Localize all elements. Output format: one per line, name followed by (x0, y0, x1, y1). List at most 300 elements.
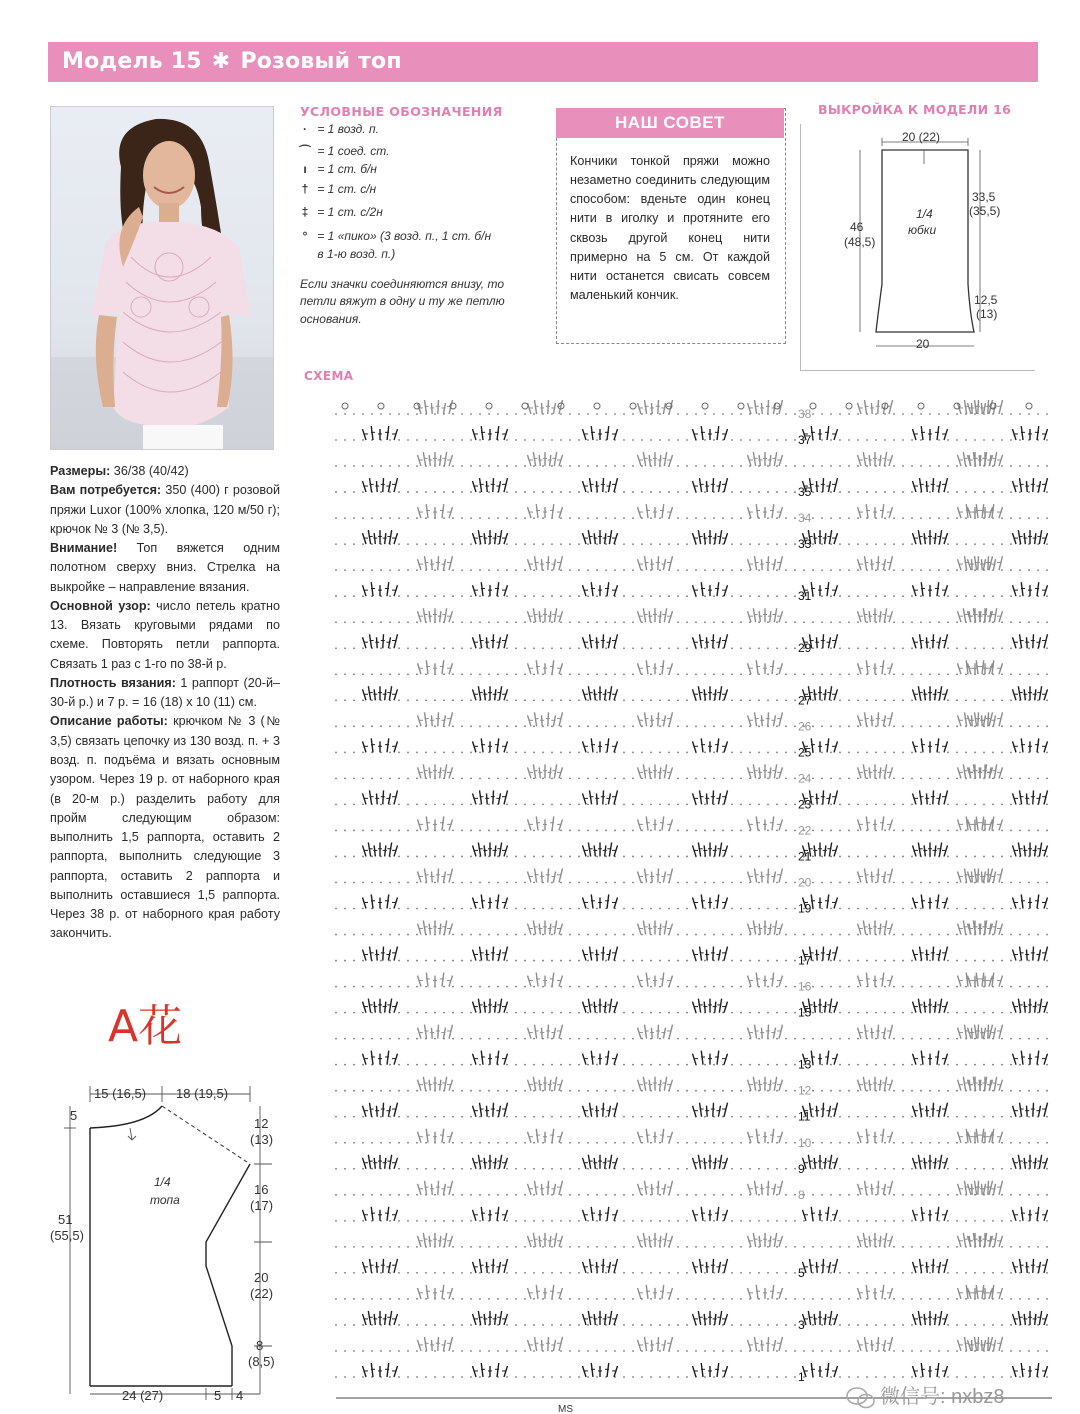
single-crochet-icon: ı (303, 162, 307, 176)
stitch-mark (542, 715, 543, 726)
stitch-mark (828, 1106, 830, 1117)
chain-dot (992, 1324, 994, 1326)
stitch-mark (872, 871, 873, 882)
chain-dot (470, 751, 472, 753)
chain-dot (569, 647, 571, 649)
chain-dot (686, 960, 688, 962)
chain-dot (569, 882, 571, 884)
chain-dot (812, 647, 814, 649)
chain-dot (362, 934, 364, 936)
chain-dot (965, 1272, 967, 1274)
stitch-mark (724, 1158, 728, 1169)
stitch-mark (638, 663, 642, 674)
stitch-mark (992, 1285, 994, 1299)
chain-dot (821, 1168, 823, 1170)
chain-dot (1019, 1298, 1021, 1300)
stitch-mark (473, 845, 477, 856)
stitch-mark (394, 1210, 398, 1221)
chain-dot (830, 1324, 832, 1326)
chain-dot (785, 1168, 787, 1170)
stitch-mark (614, 898, 618, 909)
chain-dot (857, 1038, 859, 1040)
stitch-mark (444, 1077, 446, 1091)
chain-dot (560, 1090, 562, 1092)
chain-dot (452, 725, 454, 727)
chain-dot (623, 1142, 625, 1144)
stitch-mark (638, 1028, 642, 1039)
chain-dot (1037, 1168, 1039, 1170)
chain-dot (911, 934, 913, 936)
stitch-mark (825, 1158, 826, 1169)
stitch-mark (858, 611, 862, 622)
chain-dot (371, 1194, 373, 1196)
chain-dot (911, 1038, 913, 1040)
chain-dot (605, 621, 607, 623)
chain-dot (758, 699, 760, 701)
chain-dot (677, 1324, 679, 1326)
stitch-mark (779, 1080, 783, 1091)
stitch-mark (858, 1184, 862, 1195)
chain-dot (821, 1142, 823, 1144)
chain-dot (1046, 1090, 1048, 1092)
stitch-mark (972, 1028, 973, 1039)
chain-dot (686, 1298, 688, 1300)
chain-dot (740, 986, 742, 988)
chain-dot (884, 960, 886, 962)
chain-dot (1001, 1298, 1003, 1300)
chain-dot (632, 856, 634, 858)
chain-dot (839, 1038, 841, 1040)
chain-dot (605, 830, 607, 832)
stitch-mark (649, 924, 650, 935)
chain-dot (587, 1324, 589, 1326)
stitch-mark (921, 895, 923, 909)
stitch-mark (704, 1158, 705, 1169)
chain-dot (749, 1012, 751, 1014)
stitch-mark (652, 871, 653, 882)
chain-dot (587, 699, 589, 701)
chain-dot (515, 699, 517, 701)
stitch-mark (418, 611, 422, 622)
chain-dot (362, 908, 364, 910)
chain-dot (506, 882, 508, 884)
chain-dot (812, 1350, 814, 1352)
chain-dot (524, 673, 526, 675)
chain-dot (857, 647, 859, 649)
chain-dot (1028, 1298, 1030, 1300)
chain-dot (974, 1064, 976, 1066)
chain-dot (659, 960, 661, 962)
chain-dot (605, 1350, 607, 1352)
chain-dot (767, 1012, 769, 1014)
stitch-mark (363, 1366, 367, 1377)
chain-dot (731, 1350, 733, 1352)
chain-dot (956, 1012, 958, 1014)
stitch-mark (810, 1259, 812, 1273)
chain-dot (1001, 1116, 1003, 1118)
legend-item: † = 1 ст. с/н (296, 182, 376, 196)
chain-dot (785, 777, 787, 779)
chain-dot (884, 673, 886, 675)
chain-dot (416, 804, 418, 806)
chain-dot (839, 1376, 841, 1378)
chain-dot (524, 1142, 526, 1144)
chain-dot (911, 673, 913, 675)
chain-dot (956, 1298, 958, 1300)
chain-dot (551, 1116, 553, 1118)
chain-dot (956, 1064, 958, 1066)
chain-dot (686, 1350, 688, 1352)
stitch-mark (370, 1103, 372, 1117)
chain-dot (524, 1246, 526, 1248)
chain-dot (416, 1012, 418, 1014)
chain-dot (407, 1350, 409, 1352)
stitch-mark (481, 1363, 483, 1377)
chain-dot (1001, 960, 1003, 962)
stitch-mark (863, 1233, 865, 1247)
chain-dot (506, 1168, 508, 1170)
stitch-mark (913, 1210, 917, 1221)
chain-dot (911, 1012, 913, 1014)
stitch-mark (646, 660, 648, 674)
chain-dot (731, 1064, 733, 1066)
chain-dot (902, 621, 904, 623)
stitch-mark (609, 999, 611, 1013)
stitch-mark (963, 1077, 965, 1091)
chain-dot (380, 1350, 382, 1352)
chain-dot (857, 1064, 859, 1066)
chain-dot (461, 1168, 463, 1170)
chain-dot (1001, 699, 1003, 701)
chain-dot (713, 908, 715, 910)
chain-dot (812, 1168, 814, 1170)
chain-dot (839, 751, 841, 753)
stitch-mark (552, 1285, 554, 1299)
stitch-mark (939, 842, 941, 856)
chain-dot (425, 1298, 427, 1300)
chain-dot (974, 1376, 976, 1378)
stitch-mark (693, 950, 697, 961)
stitch-mark (700, 1103, 702, 1117)
chain-dot (344, 1038, 346, 1040)
chain-dot (875, 804, 877, 806)
stitch-mark (559, 1080, 563, 1091)
chain-dot (497, 934, 499, 936)
chain-dot (677, 830, 679, 832)
stitch-mark (1027, 1106, 1028, 1117)
stitch-mark (878, 1337, 879, 1351)
stitch-mark (542, 1028, 543, 1039)
stitch-mark (478, 1311, 480, 1325)
chain-dot (434, 1012, 436, 1014)
chain-dot (515, 1012, 517, 1014)
chain-dot (578, 934, 580, 936)
chain-dot (1010, 1012, 1012, 1014)
chain-dot (515, 804, 517, 806)
chain-dot (416, 1272, 418, 1274)
chain-dot (1028, 621, 1030, 623)
chain-dot (362, 1298, 364, 1300)
chain-dot (371, 673, 373, 675)
stitch-mark (377, 1262, 378, 1273)
chain-dot (461, 1012, 463, 1014)
chain-dot (857, 1090, 859, 1092)
chain-dot (740, 1064, 742, 1066)
chain-dot (1037, 1090, 1039, 1092)
stitch-mark (1038, 1106, 1040, 1117)
chain-dot (335, 751, 337, 753)
stitch-mark (669, 868, 673, 882)
chain-dot (686, 1038, 688, 1040)
chain-dot (686, 1116, 688, 1118)
chain-dot (587, 908, 589, 910)
chain-dot (587, 777, 589, 779)
stitch-mark (440, 767, 441, 778)
chain-dot (821, 1298, 823, 1300)
chain-dot (812, 673, 814, 675)
chain-dot (434, 1038, 436, 1040)
stitch-mark (1044, 1103, 1048, 1117)
chain-dot (506, 725, 508, 727)
chain-dot (884, 908, 886, 910)
chain-dot (956, 1220, 958, 1222)
stitch-mark (762, 1340, 763, 1351)
stitch-mark (559, 1288, 563, 1299)
chain-dot (497, 1194, 499, 1196)
chain-dot (1037, 621, 1039, 623)
chain-dot (668, 1064, 670, 1066)
legend-title: УСЛОВНЫЕ ОБОЗНАЧЕНИЯ (300, 104, 503, 119)
stitch-mark (643, 608, 645, 622)
chain-dot (1019, 1116, 1021, 1118)
chain-dot (902, 856, 904, 858)
chain-dot (506, 1376, 508, 1378)
chain-dot (794, 621, 796, 623)
stitch-mark (374, 1002, 375, 1013)
chain-dot (434, 882, 436, 884)
chain-dot (362, 1090, 364, 1092)
chain-dot (335, 1012, 337, 1014)
chain-dot (650, 647, 652, 649)
chain-dot (569, 804, 571, 806)
stitch-mark (499, 1311, 501, 1325)
chain-dot (407, 621, 409, 623)
chain-dot (929, 934, 931, 936)
chain-dot (461, 1220, 463, 1222)
chain-dot (785, 960, 787, 962)
chain-dot (398, 856, 400, 858)
chain-dot (407, 1272, 409, 1274)
stitch-mark (554, 1233, 556, 1247)
chain-dot (740, 934, 742, 936)
chain-dot (938, 1220, 940, 1222)
stitch-mark (429, 924, 430, 935)
chain-dot (947, 725, 949, 727)
chain-dot (1046, 647, 1048, 649)
stitch-mark (865, 712, 867, 726)
chain-dot (785, 699, 787, 701)
chain-dot (443, 1298, 445, 1300)
stitch-mark (992, 816, 994, 830)
chain-dot (830, 1038, 832, 1040)
chain-dot (866, 1376, 868, 1378)
chain-dot (857, 1142, 859, 1144)
stitch-mark (707, 793, 708, 804)
stitch-mark (698, 1155, 700, 1169)
chain-dot (461, 1272, 463, 1274)
chain-dot (902, 1116, 904, 1118)
chain-dot (542, 777, 544, 779)
chain-dot (776, 1246, 778, 1248)
stitch-mark (693, 1262, 697, 1273)
stitch-mark (693, 689, 697, 700)
stitch-mark (1013, 1366, 1017, 1377)
chain-dot (839, 856, 841, 858)
chain-dot (974, 1220, 976, 1222)
stitch-mark (1039, 686, 1041, 700)
chain-dot (686, 777, 688, 779)
chain-dot (992, 1064, 994, 1066)
stitch-mark (493, 1103, 494, 1117)
chain-dot (434, 647, 436, 649)
chain-dot (614, 934, 616, 936)
stitch-mark (944, 898, 948, 909)
stitch-mark (880, 767, 881, 778)
chain-dot (812, 804, 814, 806)
chain-dot (974, 1012, 976, 1014)
stitch-mark (603, 1259, 604, 1273)
stitch-mark (958, 976, 962, 987)
stitch-mark (779, 819, 783, 830)
chain-dot (380, 986, 382, 988)
chain-dot (848, 621, 850, 623)
stitch-mark (1018, 1311, 1020, 1325)
chain-dot (839, 1350, 841, 1352)
chain-dot (650, 673, 652, 675)
stitch-mark (603, 790, 604, 804)
stitch-mark (983, 715, 985, 726)
stitch-mark (825, 845, 826, 856)
chain-dot (650, 1324, 652, 1326)
chain-dot (560, 856, 562, 858)
stitch-mark (1020, 790, 1022, 804)
chain-dot (893, 830, 895, 832)
stitch-mark (588, 1155, 590, 1169)
stitch-mark (866, 1285, 868, 1299)
chain-dot (929, 1298, 931, 1300)
stitch-mark (498, 950, 500, 961)
stitch-mark (440, 1236, 441, 1247)
chain-dot (776, 934, 778, 936)
chain-dot (443, 804, 445, 806)
chain-dot (758, 856, 760, 858)
stitch-mark (715, 1314, 716, 1325)
chain-dot (488, 647, 490, 649)
chain-dot (335, 1272, 337, 1274)
chain-dot (335, 595, 337, 597)
chain-dot (713, 751, 715, 753)
stitch-mark (432, 1028, 433, 1039)
chain-dot (911, 751, 913, 753)
stitch-mark (829, 1311, 831, 1325)
chain-dot (992, 804, 994, 806)
stitch-mark (1044, 634, 1048, 648)
chain-dot (488, 830, 490, 832)
chain-dot (425, 673, 427, 675)
stitch-mark (609, 1155, 611, 1169)
chain-dot (812, 1012, 814, 1014)
stitch-mark (394, 1314, 398, 1325)
chain-dot (479, 830, 481, 832)
chain-dot (443, 1272, 445, 1274)
stitch-mark (717, 738, 719, 752)
chain-dot (974, 1194, 976, 1196)
chain-dot (1037, 777, 1039, 779)
chain-dot (479, 1220, 481, 1222)
stitch-mark (1035, 1314, 1036, 1325)
chain-dot (740, 882, 742, 884)
chain-dot (1046, 1246, 1048, 1248)
stitch-mark (693, 1210, 697, 1221)
chain-dot (443, 908, 445, 910)
chain-dot (1010, 882, 1012, 884)
stitch-mark (858, 663, 862, 674)
stitch-mark (717, 1207, 719, 1221)
chain-dot (668, 1116, 670, 1118)
chain-dot (623, 804, 625, 806)
stitch-mark (713, 634, 714, 648)
chain-dot (920, 1064, 922, 1066)
chain-dot (560, 699, 562, 701)
stitch-mark (701, 1207, 703, 1221)
chain-dot (965, 1220, 967, 1222)
stitch-mark (753, 1077, 755, 1091)
chain-dot (551, 1350, 553, 1352)
chain-dot (470, 1038, 472, 1040)
stitch-mark (388, 637, 390, 648)
chain-dot (713, 1090, 715, 1092)
stitch-mark (779, 1337, 783, 1351)
stitch-mark (1021, 738, 1023, 752)
chain-dot (740, 856, 742, 858)
stitch-mark (834, 845, 838, 856)
stitch-mark (999, 1236, 1003, 1247)
chain-dot (956, 725, 958, 727)
chain-dot (857, 1116, 859, 1118)
stitch-mark (913, 1314, 917, 1325)
chain-dot (704, 647, 706, 649)
stitch-mark (663, 871, 665, 882)
stitch-mark (387, 738, 389, 752)
stitch-mark (759, 611, 760, 622)
chain-dot (893, 1220, 895, 1222)
stitch-mark (1039, 1155, 1041, 1169)
stitch-mark (1024, 845, 1025, 856)
chain-dot (524, 986, 526, 988)
stitch-mark (418, 819, 422, 830)
chain-dot (425, 595, 427, 597)
stitch-mark (487, 1106, 488, 1117)
chain-dot (857, 1168, 859, 1170)
chain-dot (596, 725, 598, 727)
chain-dot (695, 1246, 697, 1248)
chain-dot (515, 1038, 517, 1040)
stitch-mark (1044, 1054, 1048, 1065)
chain-dot (632, 1038, 634, 1040)
stitch-mark (643, 1233, 645, 1247)
chain-dot (668, 856, 670, 858)
chain-dot (740, 673, 742, 675)
